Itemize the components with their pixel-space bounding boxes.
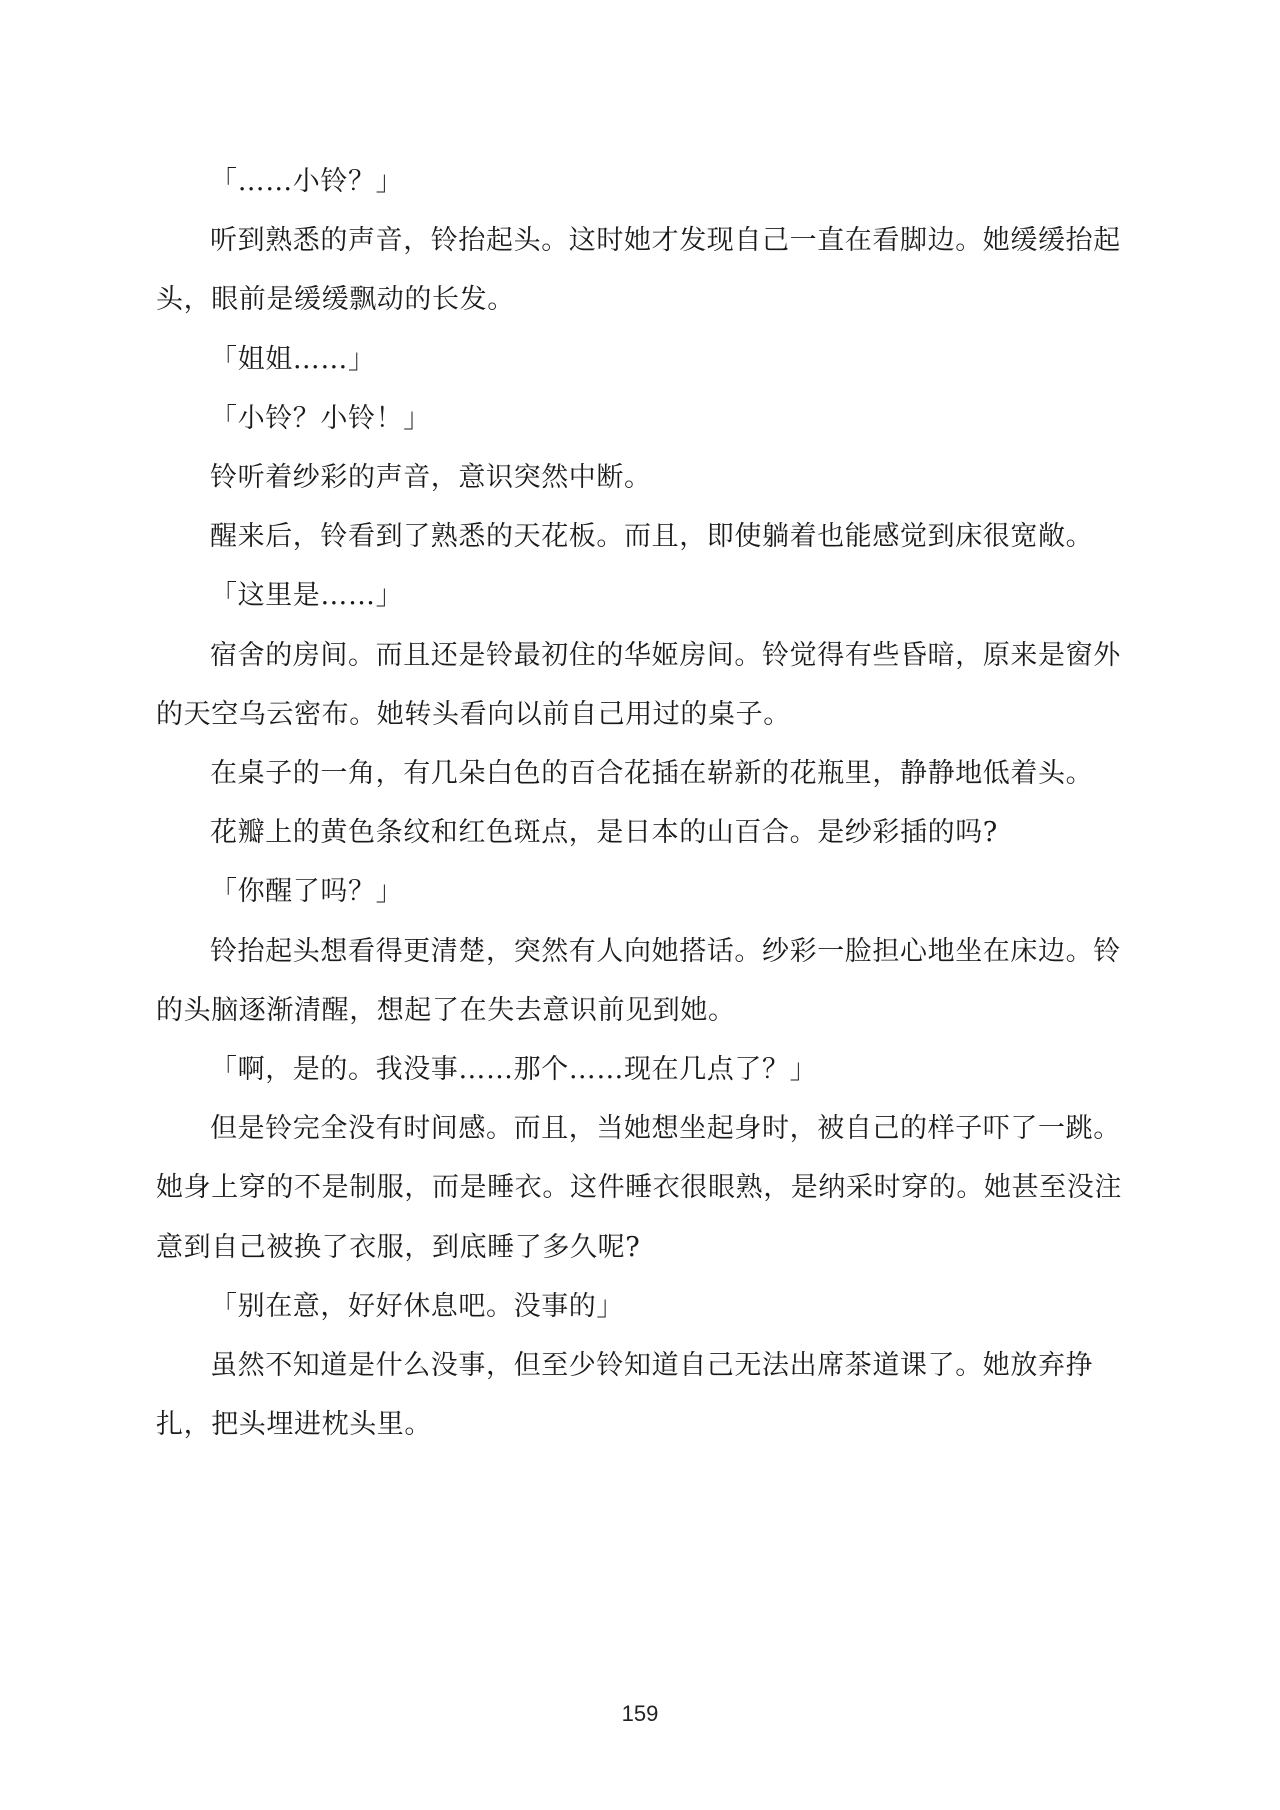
paragraph: 宿舍的房间。而且还是铃最初住的华姬房间。铃觉得有些昏暗，原来是窗外的天空乌云密布。她转头看向以前自己用过的桌子。 <box>156 639 1121 730</box>
paragraph: 「你醒了吗？」 <box>210 876 404 908</box>
paragraph: 醒来后，铃看到了熟悉的天花板。而且，即使躺着也能感觉到床很宽敞。 <box>210 521 1094 553</box>
paragraph: 铃抬起头想看得更清楚，突然有人向她搭话。纱彩一脸担心地坐在床边。铃的头脑逐渐清醒，想起了在失去意识前见到她。 <box>156 935 1121 1026</box>
paragraph: 「别在意，好好休息吧。没事的」 <box>210 1290 624 1322</box>
paragraph: 花瓣上的黄色条纹和红色斑点，是日本的山百合。是纱彩插的吗? <box>210 817 998 849</box>
paragraph: 「啊，是的。我没事……那个……现在几点了？」 <box>210 1054 818 1086</box>
paragraph: 听到熟悉的声音，铃抬起头。这时她才发现自己一直在看脚边。她缓缓抬起头，眼前是缓缓飘动的长发。 <box>156 225 1121 316</box>
paragraph: 铃听着纱彩的声音，意识突然中断。 <box>210 462 652 494</box>
paragraph: 「姐姐……」 <box>210 343 376 375</box>
page-number: 159 <box>621 1701 659 1726</box>
paragraph: 「这里是……」 <box>210 580 404 612</box>
paragraph: 在桌子的一角，有几朵白色的百合花插在崭新的花瓶里，静静地低着头。 <box>210 758 1094 790</box>
paragraph: 「……小铃？」 <box>210 166 404 197</box>
paragraph: 虽然不知道是什么没事，但至少铃知道自己无法出席茶道课了。她放弃挣扎，把头埋进枕头里。 <box>156 1350 1094 1441</box>
paragraph: 「小铃？小铃！」 <box>210 402 431 434</box>
body-text <box>156 152 1126 1454</box>
paragraph: 但是铃完全没有时间感。而且，当她想坐起身时，被自己的样子吓了一跳。她身上穿的不是制服，而是睡衣。这件睡衣很眼熟，是纳采时穿的。她甚至没注意到自己被换了衣服，到底睡了多久呢? <box>156 1113 1122 1263</box>
